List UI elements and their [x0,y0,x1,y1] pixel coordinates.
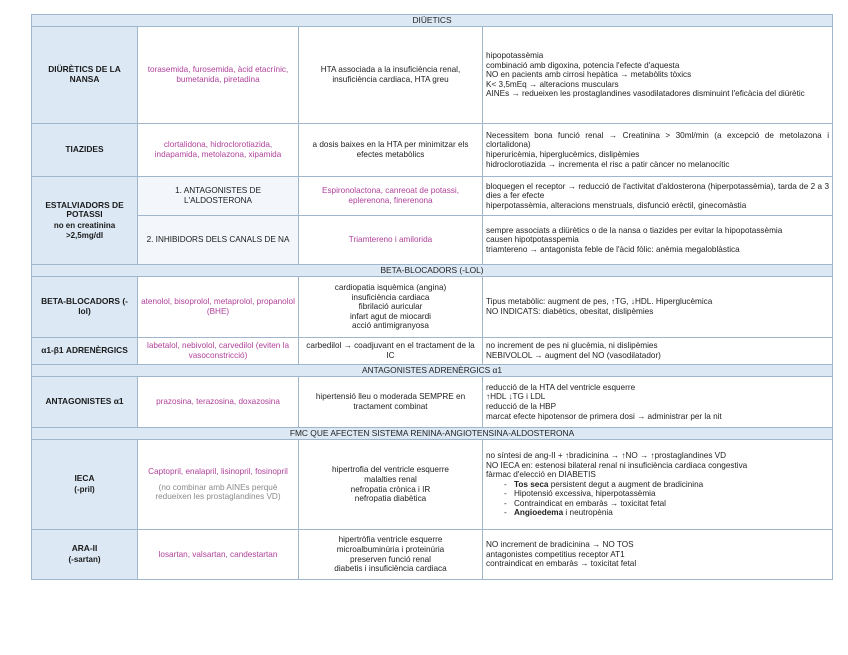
notes [483,338,833,365]
subfamily-name: 2. INHIBIDORS DELS CANALS DE NA [138,216,299,265]
family-name: ANTAGONISTES α1 [32,377,138,428]
pharmacology-table [31,14,833,580]
note-line: triamtereno → antagonista feble de l'àcid fòlic: anèmia megaloblàstica [486,244,740,254]
note-line: reducció de la HTA del ventricle esquerre [486,382,636,392]
item-text: Contraindicat en embaràs → toxicitat fetal [514,498,666,508]
family-name [32,177,138,265]
notes [483,27,833,124]
indication-line: acció antimigranyosa [352,321,429,331]
note-line: NEBIVOLOL → augment del NO (vasodilatador) [486,351,661,360]
drug-list: losartan, valsartan, candestartan [138,530,299,580]
indication-line: hipertrofia del ventricle esquerre [332,465,449,475]
note-line: hipopotassèmia [486,51,544,61]
row-nansa [32,27,833,124]
row-estalviadors-2 [32,216,833,265]
section-title: ANTAGONISTES ADRENÈRGICS α1 [32,365,833,377]
indication-line: fibrilació auricular [358,302,423,312]
emphasis: Angioedema [514,508,564,518]
indication-line: malalties renal [364,474,417,484]
note-line: hiperpotassèmia, alteracions menstruals, disfunció erèctil, ginecomàstia [486,200,747,210]
row-alfabeta [32,338,833,365]
section-header-beta [32,265,833,277]
note-line: no increment de pes ni glucèmia, ni dislipèmies [486,341,658,351]
indication-line: diabetis i insuficiència cardiaca [334,564,447,574]
note-line: Necessitem bona funció renal → Creatinina > 30ml/min (a excepció de metolazona i clortalidona) [486,130,830,150]
drug-list: prazosina, terazosina, doxazosina [138,377,299,428]
note-line: NO IECA en: estenosi bilateral renal ni insuficiència cardiaca congestiva [486,460,748,470]
indications: HTA associada a la insuficiència renal, insuficiència cardiaca, HTA greu [299,27,483,124]
note-line: combinació amb digoxina, potencia l'efecte d'aquesta [486,60,680,70]
notes [483,177,833,216]
family-title: IECA [74,473,95,484]
row-tiazides [32,124,833,177]
drug-list [138,440,299,530]
item-text: i neutropènia [563,508,613,518]
subfamily-name: 1. ANTAGONISTES DE L'ALDOSTERONA [138,177,299,216]
emphasis: Tos seca [514,479,549,489]
indication-line: nefropatia diabètica [354,494,427,504]
drug-list: torasemida, furosemida, àcid etacrínic, bumetanida, piretadina [138,27,299,124]
family-subtitle: (-pril) [74,485,95,494]
note-line: reducció de la HBP [486,402,557,411]
note-line: no síntesi de ang-II + ↑bradicinina → ↑NO → ↑prostaglandines VD [486,450,727,460]
section-title: DIÜETICS [32,15,833,27]
note-line: ↑HDL ↓TG i LDL [486,392,546,402]
section-header-renin [32,428,833,440]
note-line: sempre associats a diürètics o de la nansa o tiazides per evitar la hipopotassèmia [486,225,783,235]
note-line: causen hipotpotasspemia [486,235,579,245]
section-title: BETA-BLOCADORS (-LOL) [32,265,833,277]
notes [483,377,833,428]
indications [299,530,483,580]
drug-list: labetalol, nebivolol, carvedilol (eviten la vasoconstricció) [138,338,299,365]
notes [483,277,833,338]
note-line: AINEs → redueixen les prostaglandines vasodilatadores disminuint l'eficàcia del diürètic [486,89,805,99]
indication-line: hipertròfia ventricle esquerre [338,535,443,545]
note-line: bloquegen el receptor → reducció de l'activitat d'aldosterona (hiperpotassèmia), tarda de 2 a 3 dies a fer efecte [486,181,830,201]
family-subtitle: no en creatinina >2,5mg/dl [53,221,116,240]
section-title: FMC QUE AFECTEN SISTEMA RENINA-ANGIOTENSINA-ALDOSTERONA [32,428,833,440]
row-alfa1 [32,377,833,428]
indications: carbedilol → coadjuvant en el tractament de la IC [299,338,483,365]
item-text: persistent degut a augment de bradicinina [548,479,704,489]
family-name [32,530,138,580]
indication-line: insuficiència cardiaca [351,292,430,302]
row-ieca [32,440,833,530]
note-line: NO INDICATS: diabètics, obesitat, dislipèmies [486,307,654,316]
family-name: DIÜRÈTICS DE LA NANSA [32,27,138,124]
item-text: Hipotensió excessiva, hiperpotassèmia [514,489,656,499]
family-name: BETA-BLOCADORS (-lol) [32,277,138,338]
note-line: hiperuricèmia, hiperglucèmics, dislipèmies [486,150,640,159]
notes [483,216,833,265]
drug-list: atenolol, bisoprolol, metaprolol, propanolol (BHE) [138,277,299,338]
note-line: Tipus metabòlic: augment de pes, ↑TG, ↓HDL. Hiperglucèmica [486,297,713,307]
note-line: NO increment de bradicinina → NO TOS [486,540,634,550]
note-line: marcat efecte hipotensor de primera dosi → administrar per la nit [486,411,722,421]
list-item [514,480,829,490]
section-header-diuretics [32,15,833,27]
family-name: α1-β1 ADRENÈRGICS [32,338,138,365]
drug-list: Triamtereno i amilorida [299,216,483,265]
indication-line: cardiopatia isquèmica (angina) [334,283,447,293]
note-line: K< 3,5mEq → alteracions musculars [486,79,619,89]
notes [483,530,833,580]
notes [483,440,833,530]
drug-list: clortalidona, hidroclorotiazida, indapamida, metolazona, xipamida [138,124,299,177]
row-estalviadors-1 [32,177,833,216]
list-item [514,508,829,518]
drug-names: Captopril, enalapril, lisinopril, fosinopril [148,467,288,477]
row-ara2 [32,530,833,580]
indication-line: nefropatia crònica i IR [350,484,431,494]
family-name [32,440,138,530]
indications: hipertensió lleu o moderada SEMPRE en tractament combinat [299,377,483,428]
note-line: antagonistes competitius receptor AT1 [486,549,625,559]
drug-warning: (no combinar amb AINEs perquè redueixen les prostaglandines VD) [155,482,281,502]
family-subtitle: (-sartan) [68,555,101,564]
notes [483,124,833,177]
note-line: fàrmac d'elecció en DIABETIS [486,470,596,480]
family-name: TIAZIDES [32,124,138,177]
note-line: NO en pacients amb cirrosi hepàtica → metabòlits tòxics [486,70,692,80]
family-title: ARA-II [71,543,98,554]
drug-list: Espironolactona, canreoat de potassi, eplerenona, finerenona [299,177,483,216]
indications [299,277,483,338]
note-line: contraindicat en embaràs → toxicitat fetal [486,559,637,569]
section-header-alpha [32,365,833,377]
family-title: ESTALVIADORS DE POTASSI [45,199,124,220]
indications: a dosis baixes en la HTA per minimitzar els efectes metabòlics [299,124,483,177]
adverse-effects-list [486,480,829,518]
indications [299,440,483,530]
note-line: hidroclorotiazida → incrementa el risc a patir càncer no melanocític [486,159,730,169]
list-item [514,499,829,509]
indication-line: infart agut de miocardi [349,311,431,321]
list-item [514,489,829,499]
indication-line: microalbuminúria i proteinúria [336,544,445,554]
row-betablocadors [32,277,833,338]
indication-line: preserven funció renal [349,554,431,564]
